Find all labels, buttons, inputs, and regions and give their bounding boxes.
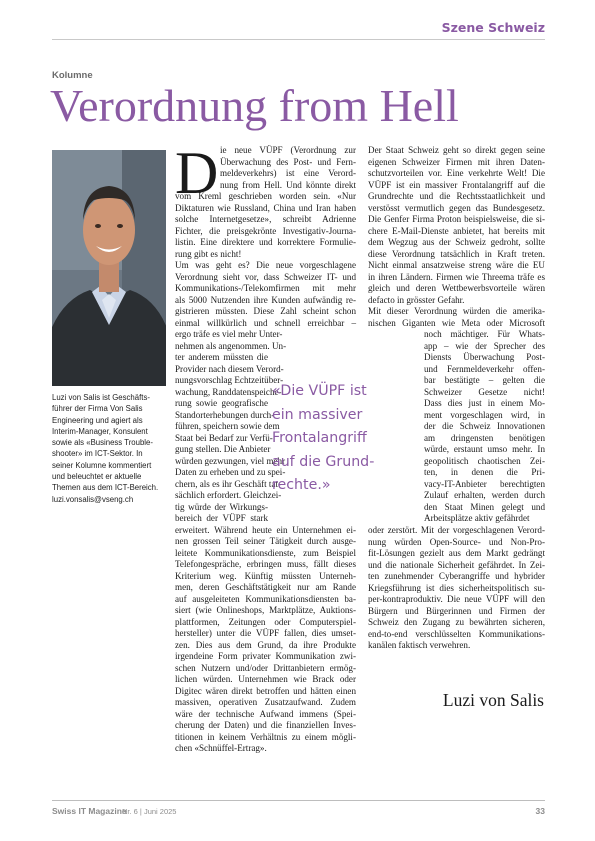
header-rule xyxy=(52,39,545,40)
text-line: leitete Kommunikationsdienste, zum Beispiel xyxy=(175,547,356,558)
text-line: würden gezwungen, viel mehr xyxy=(175,455,286,466)
magazine-name: Swiss IT Magazine xyxy=(52,806,127,816)
text-line: Digitec wären direkt betroffen und hätten einen xyxy=(175,685,356,696)
text-line: und Fernmeldeverkehr offen- xyxy=(424,363,545,374)
kicker: Kolumne xyxy=(52,70,93,81)
text-line: end-to-end verschlüsselten Kommunikations- xyxy=(368,628,545,639)
text-line: Staat bei Bedarf zur Verfü- xyxy=(175,432,273,443)
text-line: plattformen, Zeitungen oder Computerspiel- xyxy=(175,616,356,627)
text-line: verstösst vermutlich gegen das Bundesgesetz. xyxy=(368,202,545,213)
text-line: nischen Giganten wie Meta oder Microsoft xyxy=(368,317,545,328)
text-line: chen «Schnüffel-Ertrag». xyxy=(175,743,267,753)
text-line: eigenen Schweizer Firmen mit ihren Daten- xyxy=(368,156,545,167)
text-line: vacy-IT-Anbieter berechtigten xyxy=(424,478,545,489)
text-line: Standorterhebungen durch- xyxy=(175,409,275,420)
text-line: Um was geht es? Die neue vorgeschlagene xyxy=(175,260,356,270)
bio-line: Interim-Manager, Konsulent xyxy=(52,426,148,436)
issue-info: Nr. 6 | Juni 2025 xyxy=(122,807,177,816)
text-line: ment vorgeschlagen wird, in xyxy=(424,409,545,420)
text-line: wachung, Randdatenspeiche- xyxy=(175,386,282,397)
quote-line: «Die VÜPF ist xyxy=(272,383,367,399)
text-line: einmal willkürlich und schnell erreichbar – xyxy=(175,317,356,328)
text-line: kanälen faktisch verwehren. xyxy=(368,640,471,650)
text-line: gistrieren müssten. Diese Zahl scheint schon xyxy=(175,306,356,316)
pull-quote xyxy=(272,380,374,498)
text-line: nung from Hell. Und könnte direkt xyxy=(220,179,356,190)
bio-line: führer der Firma Von Salis xyxy=(52,404,143,414)
text-line: schutzvorteilen vor. Eine verkehrte Welt! Die xyxy=(368,168,545,178)
text-line: Kriegsführung ist dies sicherheitspolitisch su- xyxy=(368,582,545,593)
bio-line: Engineering und agiert als xyxy=(52,415,143,425)
quote-line: auf die Grund- xyxy=(272,453,375,470)
text-line: führen, speichern sowie dem xyxy=(175,421,280,431)
text-line: wäre der technische Aufwand immens (Spei- xyxy=(175,708,356,719)
text-line: Überwachung des Post- und Fern- xyxy=(220,156,356,167)
bio-line: Luzi von Salis ist Geschäfts- xyxy=(52,393,150,402)
text-line: Diktaturen wie Russland, China und Iran haben xyxy=(175,202,356,213)
text-line: massiven, operativen Zusatzaufwand. Zudem xyxy=(175,697,356,707)
text-line: chere E-Mail-Dienste anbietet, hat bereits mit xyxy=(368,225,545,236)
bio-line: Themen aus dem ICT-Bereich. xyxy=(52,483,159,493)
quote-line: Frontalangriff xyxy=(272,430,367,446)
text-line: oder zerstört. Mit der vorgeschlagenen Verord- xyxy=(368,525,545,535)
text-line: ergo träfe es viel mehr Unter- xyxy=(175,329,283,339)
text-line: fit-Lösungen gezielt aus dem Markt gedrängt xyxy=(368,548,545,558)
text-line: vom Kreml geschrieben worden sein. «Nur xyxy=(175,191,356,201)
text-line: ie neue VÜPF (Verordnung zur xyxy=(220,145,356,155)
section-label: Szene Schweiz xyxy=(441,20,545,35)
text-line: nung würden Open-Source- und Non-Pro- xyxy=(368,536,545,547)
signature: Luzi von Salis xyxy=(442,690,544,710)
text-line: siert (wie Onlineshops, Marktplätze, Auktions- xyxy=(175,605,356,615)
text-line: Daten zu erheben und zu spei- xyxy=(175,467,286,477)
column1-intro xyxy=(220,145,356,191)
text-line: nungsvorschlag Echtzeitüber- xyxy=(175,375,284,385)
text-line: noch mächtiger. Für Whats- xyxy=(424,329,545,339)
text-line: Provider nach diesem Verord- xyxy=(175,363,284,374)
text-line: schen Nutzern und/oder Drittanbietern ermög- xyxy=(175,662,356,673)
text-line: rung gibt es nicht! xyxy=(175,248,242,259)
text-line: würde, erstaunt umso mehr. In xyxy=(424,444,545,454)
text-line: Diensts Überwachung Post- xyxy=(424,352,545,362)
text-line: geopolitisch chaotischen Zei- xyxy=(424,455,545,466)
column2-end xyxy=(368,525,545,652)
text-line: am dringensten benötigen xyxy=(424,432,545,443)
text-line: dem Wegzug aus der Schweiz gedroht, sollte xyxy=(368,237,545,247)
text-line: hersteller) unter die VÜPF fallen, dies umset- xyxy=(175,628,356,638)
text-line: Telefongespräche, erbringen muss, fällt dieses xyxy=(175,559,356,569)
bio-line: sowie als «Business Trouble- xyxy=(52,438,153,448)
bio-line: seiner Kolumne kommentiert xyxy=(52,460,152,470)
text-line: der die Schweiz Innovationen xyxy=(424,421,545,431)
text-line: Verordnung sieht vor, dass Schweizer IT- und xyxy=(175,271,356,282)
text-line: cherung der Daten) und die finanziellen Inves- xyxy=(175,720,356,730)
text-line: men, deren Geschäftstätigkeit nur am Rande xyxy=(175,582,356,592)
quote-line: ein massiver xyxy=(272,406,363,423)
text-line: und die nationale Sicherheit gefährdet. In Zei- xyxy=(368,559,545,570)
text-line: Kriterium weg. Künftig müssten Unterneh- xyxy=(175,570,356,581)
text-line: Schweiz den Zugang zu bewährten sicheren, xyxy=(368,617,545,627)
text-line: den Staat Minen gelegt und xyxy=(424,501,545,512)
text-line: listin. Eine direktere und korrektere Formulie- xyxy=(175,237,356,247)
footer-rule xyxy=(52,800,545,801)
text-line: als 5000 Nutzenden ihre Kunden aufwändig re- xyxy=(175,294,356,305)
text-line: meldeverkehrs) ist eine Verord- xyxy=(220,168,356,178)
text-line: chern, als es ihr Geschäft tat- xyxy=(175,478,282,489)
text-line: tig würde der Wirkungs- xyxy=(175,501,268,512)
text-line: sächlich erfordert. Gleichzei- xyxy=(175,490,282,500)
text-line: Kommunikations-/Telekomfirmen mit mehr xyxy=(175,283,356,293)
text-line: defacto in grösster Gefahr. xyxy=(368,294,465,305)
text-line: erweitert. Während heute ein Unternehmen ei- xyxy=(175,524,356,535)
text-line: solche Internetgesetze», schreibt Adrienne xyxy=(175,214,356,224)
text-line: bar bestätigte – gelten die xyxy=(424,375,545,385)
text-line: per-kontraproduktiv. Die neue VÜPF will den xyxy=(368,594,545,604)
text-line: Fichter, die preisgekrönte Investigativ-Journa- xyxy=(175,225,356,236)
text-line: gung stellen. Die Anbieter xyxy=(175,444,271,454)
text-line: VÜPF ist ein massiver Frontalangriff auf die xyxy=(368,179,545,190)
column2-body xyxy=(368,145,545,329)
author-email[interactable]: luzi.vonsalis@vseng.ch xyxy=(52,494,134,504)
text-line: nehmen als angenommen. Un- xyxy=(175,340,287,351)
text-line: Bürgern und Bürgerinnen und Firmen der xyxy=(368,605,545,616)
text-line: Arbeitsplätze aktiv gefährdet xyxy=(424,513,530,523)
text-line: auf ausgeleiteten Kommunikationsdiensten ba- xyxy=(175,593,356,604)
text-line: Grundrechte und die Rechtsstaatlichkeit und xyxy=(368,191,545,201)
text-line: ten zunehmender Cyberangriffe und hybrider xyxy=(368,571,545,581)
text-line: Dass dies just in einem Mo- xyxy=(424,398,545,408)
text-line: lichen würden. Unternehmen wie Brack oder xyxy=(175,674,356,684)
bio-line: shooter» im ICT-Sektor. In xyxy=(52,449,143,459)
text-line: zen. Dies aus dem Grund, da ihre Produkte xyxy=(175,639,356,650)
text-line: nen grossen Teil seiner Tätigkeit durch ausge- xyxy=(175,536,356,546)
page-number: 33 xyxy=(535,806,545,816)
quote-line: rechte.» xyxy=(272,477,331,493)
column2-narrow xyxy=(424,329,545,525)
text-line: irgendeine Form privater Kommunikation zwi- xyxy=(175,651,356,661)
text-line: in ihren Ländern. Firmen wie Threema träfe es xyxy=(368,271,545,282)
text-line: app – wie der Sprecher des xyxy=(424,340,545,351)
drop-cap: D xyxy=(175,140,219,206)
text-line: Mit dieser Verordnung würden die amerika- xyxy=(368,306,545,316)
text-line: ter anderem müssten die xyxy=(175,352,268,362)
text-line: diese Verordnung tatsächlich in Kraft treten. xyxy=(368,248,545,259)
text-line: Die Genfer Firma Proton beispielsweise, die si- xyxy=(368,214,545,224)
page-title: Verordnung from Hell xyxy=(50,80,459,131)
bio-line: und beleuchtet er aktuelle xyxy=(52,472,142,482)
text-line: gleich und deren Wettbewerbsvorteile wären xyxy=(368,283,545,293)
text-line: Nicht einmal ansatzweise streng wäre die EU xyxy=(368,260,545,270)
text-line: Der Staat Schweiz geht so direkt gegen seine xyxy=(368,145,545,155)
text-line: Schweizer Gesetze nicht! xyxy=(424,386,545,397)
author-bio xyxy=(52,392,166,505)
text-line: titionen in keinem Verhältnis zu einem mögli- xyxy=(175,731,356,742)
text-line: Zulauf erhalten, werden durch xyxy=(424,490,545,500)
author-photo xyxy=(52,150,166,386)
text-line: bereich der VÜPF stark xyxy=(175,513,268,523)
text-line: rung sowie geografische xyxy=(175,398,268,408)
text-line: ten, in denen die Pri- xyxy=(424,467,545,477)
